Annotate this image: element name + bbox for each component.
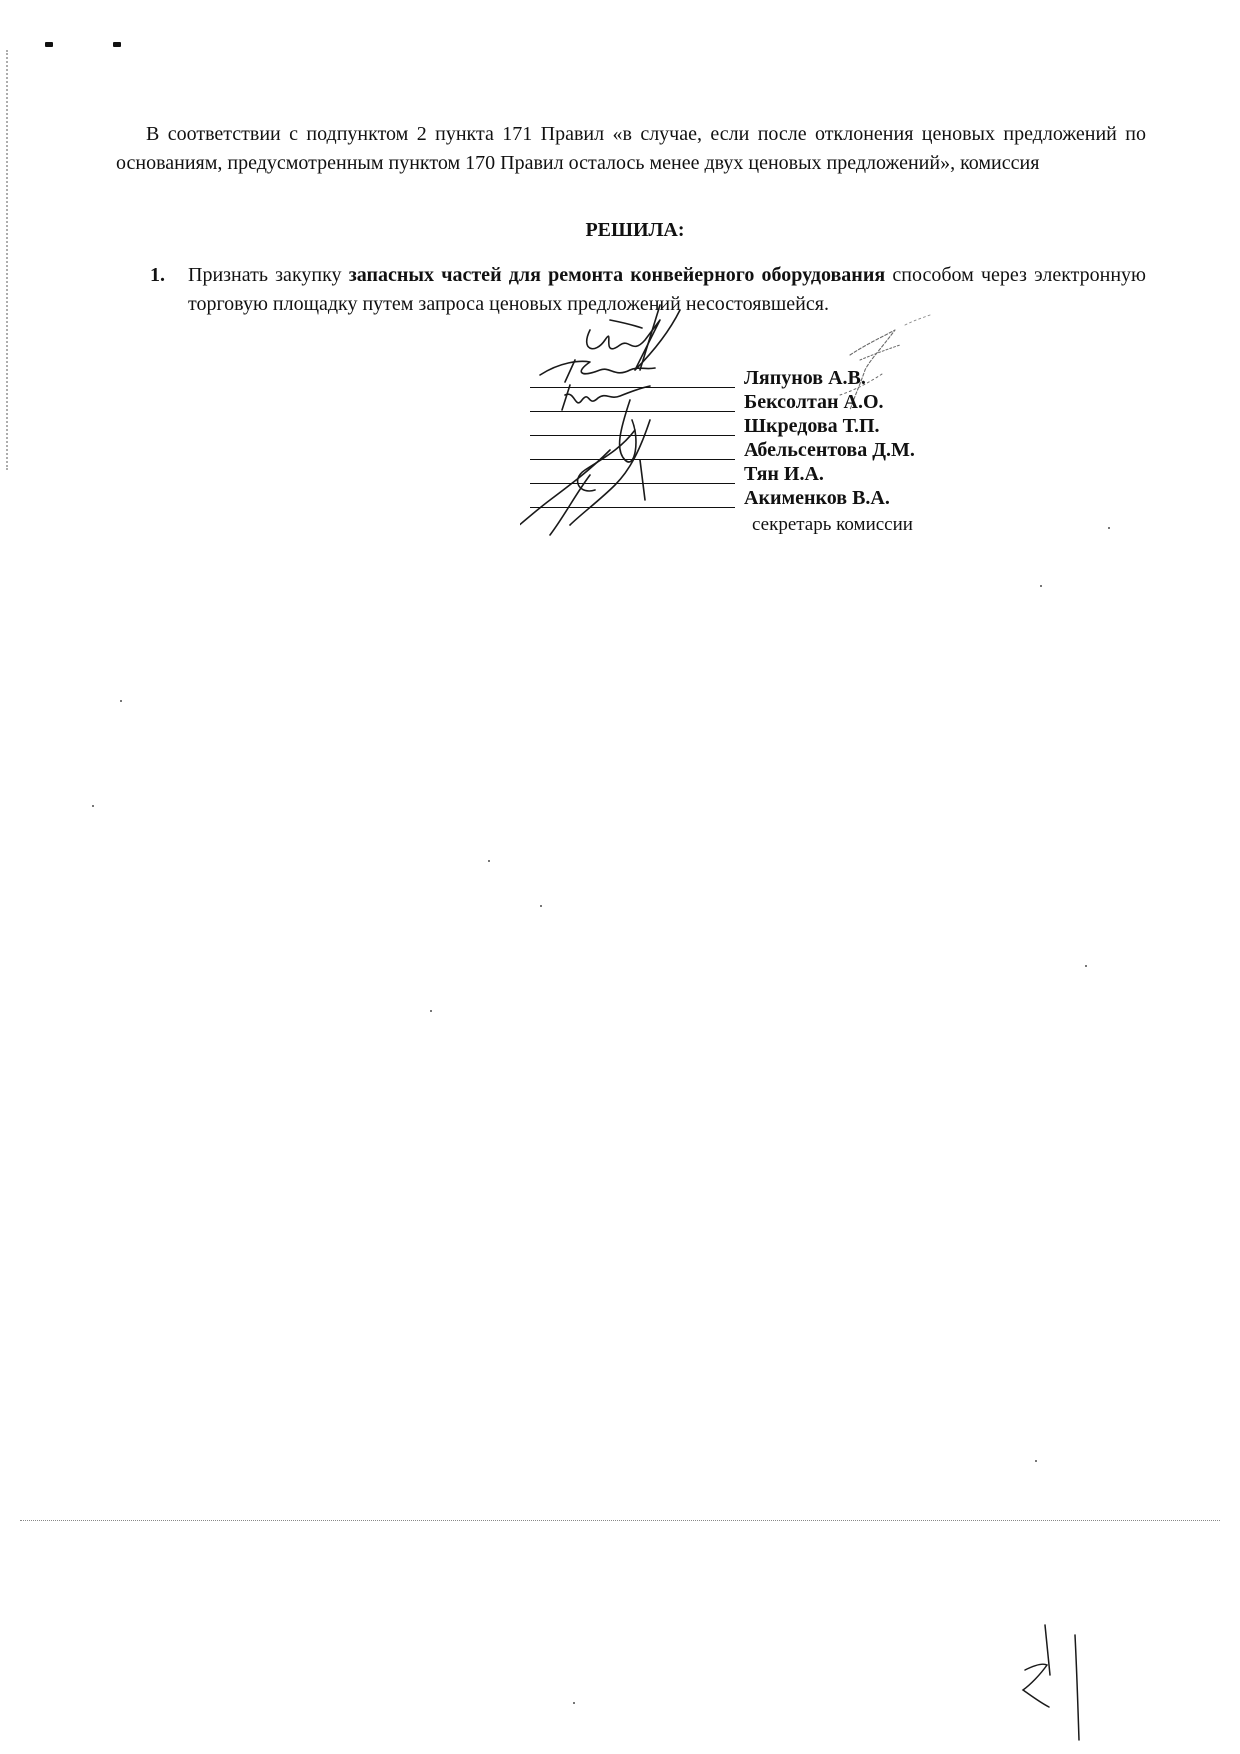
scan-speck (113, 42, 121, 47)
signature-row (530, 462, 960, 486)
scan-speck (573, 1702, 575, 1704)
signature-line (530, 411, 735, 412)
scan-edge-marks (6, 50, 11, 470)
scan-speck (92, 805, 94, 807)
secretary-role: секретарь комиссии (752, 514, 913, 535)
scan-speck (488, 860, 490, 862)
decision-subject: запасных частей для ремонта конвейерного оборудования (348, 264, 886, 286)
signature-block (530, 366, 960, 535)
signature-row (530, 438, 960, 462)
signature-line (530, 387, 735, 388)
scan-speck (120, 700, 122, 702)
scan-fold-line (20, 1520, 1220, 1521)
signatory-name: Акименков В.А. (744, 487, 890, 509)
signature-line (530, 507, 735, 508)
signature-row (530, 390, 960, 414)
scan-speck (1040, 585, 1042, 587)
signatory-name: Тян И.А. (744, 463, 824, 485)
scan-speck (45, 42, 53, 47)
decision-suffix: способом через электронную торговую площадку путем запроса ценовых предложений несостоявшейся. (188, 264, 1146, 315)
decided-heading: РЕШИЛА: (585, 219, 685, 241)
signature-row (530, 366, 960, 390)
signature-row (530, 486, 960, 510)
signature-line (530, 435, 735, 436)
signature-row (530, 414, 960, 438)
intro-paragraph: В соответствии с подпунктом 2 пункта 171 Правил «в случае, если после отклонения ценовых предложений по основаниям, предусмотренным пунктом 170 Правил осталось менее двух ценовых предложений», комиссия (116, 123, 1146, 174)
signature-line (530, 459, 735, 460)
scan-speck (430, 1010, 432, 1012)
scan-speck (1108, 527, 1110, 529)
scan-speck (1035, 1460, 1037, 1462)
signatory-name: Ляпунов А.В. (744, 367, 866, 389)
signatory-name: Абельсентова Д.М. (744, 439, 915, 461)
signatory-name: Шкредова Т.П. (744, 415, 880, 437)
decision-number: 1. (150, 264, 165, 286)
signatory-name: Бексолтан А.О. (744, 391, 884, 413)
signature-line (530, 483, 735, 484)
decision-prefix: Признать закупку (188, 264, 349, 286)
scan-speck (540, 905, 542, 907)
page-initial-mark (1015, 1615, 1085, 1745)
scan-speck (1085, 965, 1087, 967)
